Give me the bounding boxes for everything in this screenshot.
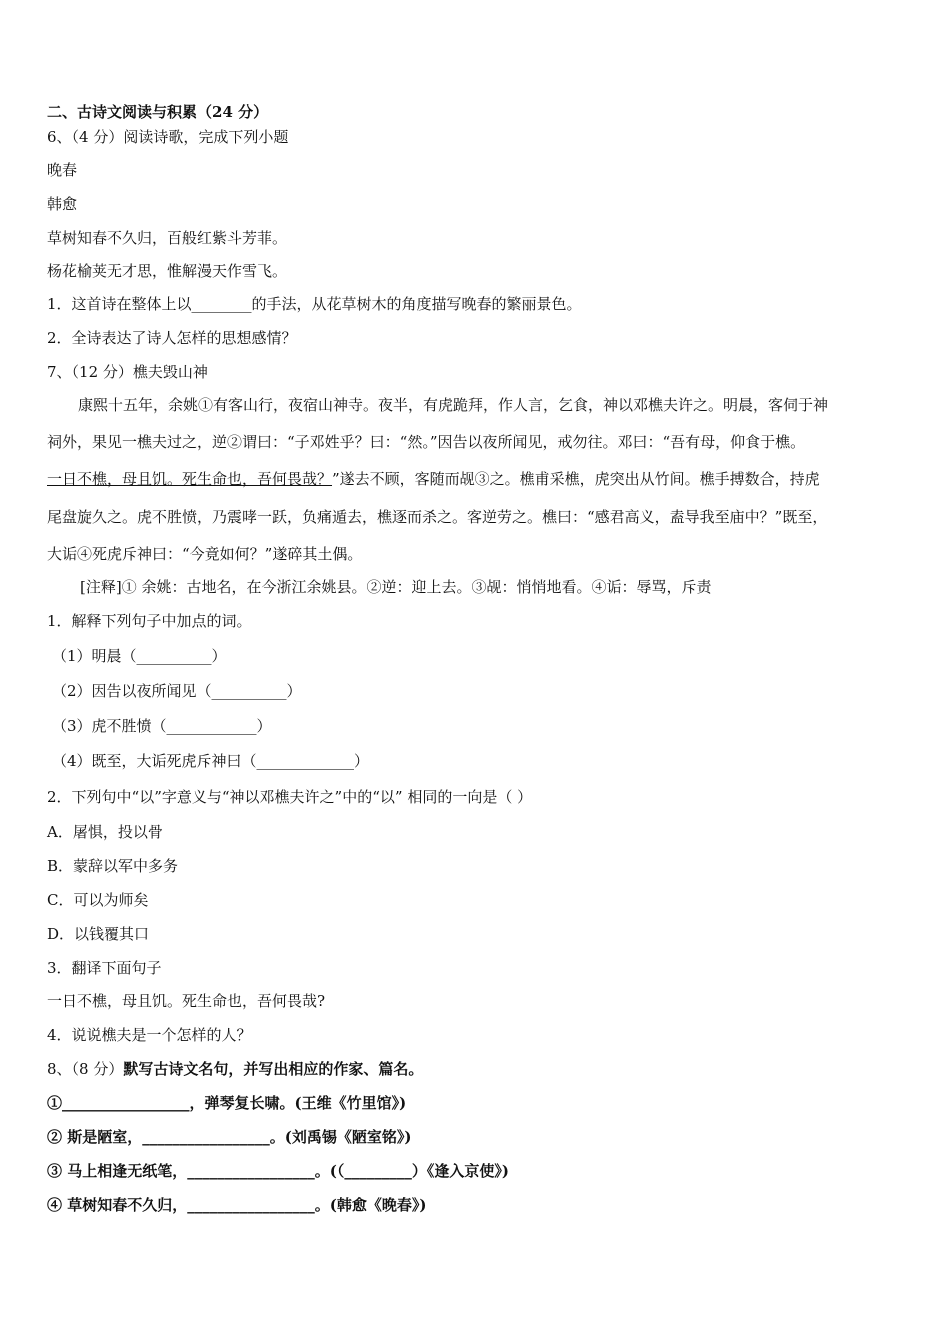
- q7-item-3: 3．翻译下面句子: [47, 959, 162, 977]
- q8-line-2: ② 斯是陋室，_________________。(刘禹锡《陋室铭》): [47, 1128, 412, 1146]
- q7-option-c: C．可以为师矣: [47, 891, 149, 909]
- q7-item-1: 1．解释下列句子中加点的词。: [47, 612, 252, 630]
- q8-instruction: 默写古诗文名句，并写出相应的作家、篇名。: [123, 1060, 424, 1078]
- q7-item-4: 4．说说樵夫是一个怎样的人？: [47, 1026, 252, 1044]
- q7-sub-1: （1）明晨（__________）: [52, 647, 227, 665]
- q7-passage-line-2: 祠外，果见一樵夫过之，逆②谓曰：“子邓姓乎？曰：“然。”因告以夜所闻见，戒勿往。邓曰：“吾有母，仰食于樵。: [47, 433, 806, 451]
- q7-annotation: [注释]① 余姚：古地名，在今浙江余姚县。②逆：迎上去。③觇：悄悄地看。④诟：辱骂，斥责: [80, 578, 712, 596]
- poem-author: 韩愈: [47, 195, 78, 213]
- q7-passage-line-5: 大诟④死虎斥神曰：“今竟如何？”遂碎其土偶。: [47, 545, 363, 563]
- q6-item-1: 1．这首诗在整体上以________的手法，从花草树木的角度描写晚春的繁丽景色。: [47, 295, 582, 313]
- q8-number: 8、（8 分）: [47, 1060, 124, 1078]
- underlined-sentence: 一日不樵，母且饥。死生命也，吾何畏哉？: [47, 470, 333, 488]
- q7-passage-line-1: 康熙十五年，余姚①有客山行，夜宿山神寺。夜半，有虎跪拜，作人言，乞食，神以邓樵夫许之。明晨，客伺于神: [78, 396, 829, 414]
- q6-item-2: 2．全诗表达了诗人怎样的思想感情？: [47, 329, 297, 347]
- q8-header: [47, 1059, 423, 1079]
- section-title: 二、古诗文阅读与积累（24 分）: [47, 103, 269, 121]
- q8-line-3: ③ 马上相逢无纸笔，_________________。(（_________）《逢入京使》): [47, 1162, 509, 1180]
- poem-line-2: 杨花榆荚无才思，惟解漫天作雪飞。: [47, 262, 288, 280]
- q7-passage-line-3: [47, 469, 820, 489]
- q7-sub-3: （3）虎不胜愤（____________）: [52, 717, 272, 735]
- q6-header: 6、（4 分）阅读诗歌，完成下列小题: [47, 128, 289, 146]
- poem-title: 晚春: [47, 161, 78, 179]
- q7-header: 7、（12 分）樵夫毁山神: [47, 363, 208, 381]
- q8-line-4: ④ 草树知春不久归，_________________。(韩愈《晚春》): [47, 1196, 427, 1214]
- q7-sub-4: （4）既至，大诟死虎斥神曰（_____________）: [52, 752, 370, 770]
- q7-option-b: B．蒙辞以军中多务: [47, 857, 179, 875]
- q7-option-a: A．屠惧，投以骨: [47, 823, 163, 841]
- q7-item-3-sentence: 一日不樵，母且饥。死生命也，吾何畏哉?: [47, 992, 326, 1010]
- q7-sub-2: （2）因告以夜所闻见（__________）: [52, 682, 302, 700]
- poem-line-1: 草树知春不久归，百般红紫斗芳菲。: [47, 229, 288, 247]
- q7-option-d: D．以钱覆其口: [47, 925, 150, 943]
- passage-line-3-rest: ”遂去不顾，客随而觇③之。樵甫采樵，虎突出从竹间。樵手搏数合，持虎: [332, 470, 820, 488]
- q7-passage-line-4: 尾盘旋久之。虎不胜愤，乃震哮一跃，负痛遁去，樵逐而杀之。客逆劳之。樵曰：“感君高义，盍导我至庙中？”既至，: [47, 508, 828, 526]
- q8-line-1: ①_________________，弹琴复长啸。(王维《竹里馆》): [47, 1094, 407, 1112]
- q7-item-2: 2．下列句中“以”字意义与“神以邓樵夫许之”中的“以” 相同的一向是（ ）: [47, 788, 533, 806]
